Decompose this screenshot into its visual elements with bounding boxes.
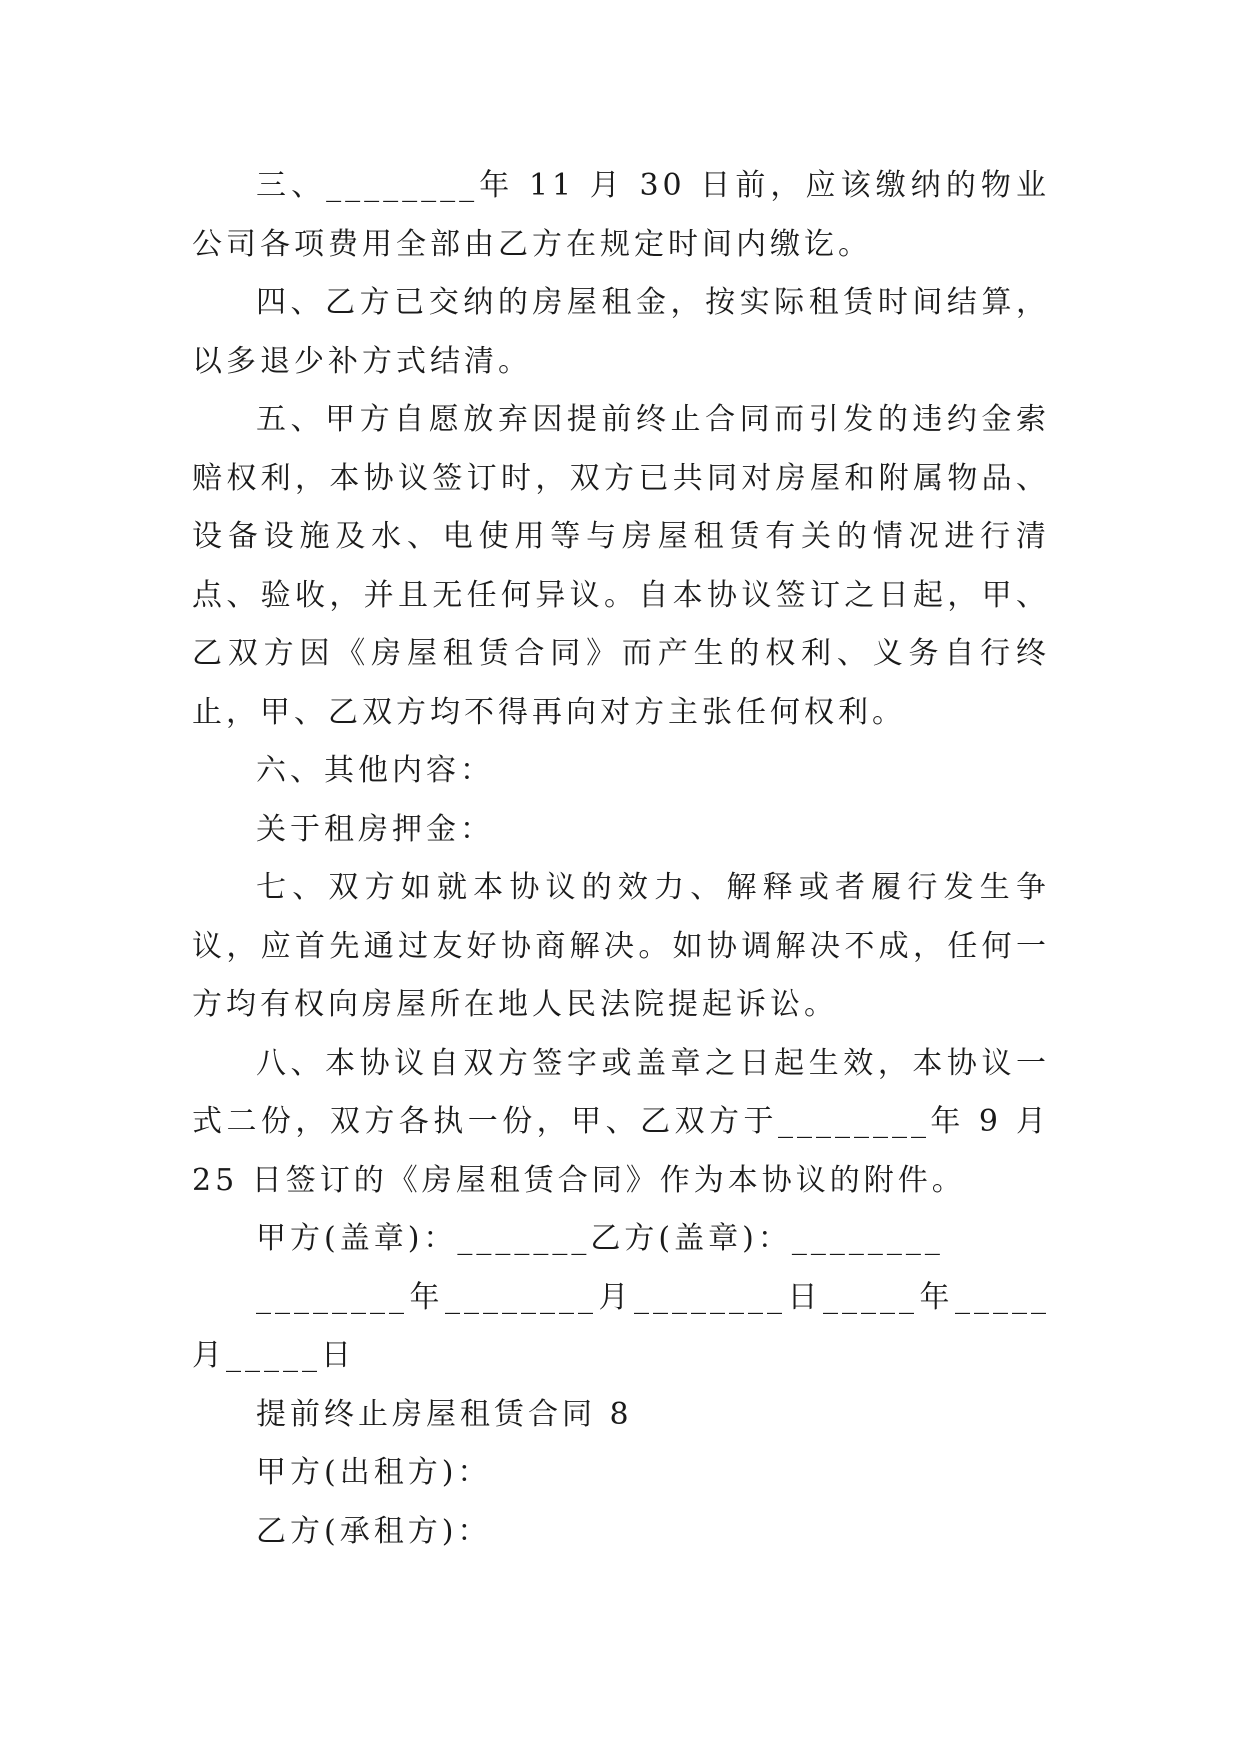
clause-5: 五、甲方自愿放弃因提前终止合同而引发的违约金索赔权利，本协议签订时，双方已共同对房屋和附属物品、设备设施及水、电使用等与房屋租赁有关的情况进行清点、验收，并且无任何异议。自本协议签订之日起，甲、乙双方因《房屋租赁合同》而产生的权利、义务自行终止，甲、乙双方均不得再向对方主张任何权利。 (192, 402, 1050, 730)
party-b-line: 乙方(承租方)： (256, 1513, 492, 1549)
clause-7: 七、双方如就本协议的效力、解释或者履行发生争议，应首先通过友好协商解决。如协调解决不成，任何一方均有权向房屋所在地人民法院提起诉讼。 (192, 870, 1050, 1022)
clause-4: 四、乙方已交纳的房屋租金，按实际租赁时间结算，以多退少补方式结清。 (192, 285, 1050, 379)
clause-6: 六、其他内容： (256, 753, 494, 788)
party-a-line: 甲方(出租方)： (256, 1455, 492, 1490)
clause-3: 三、________年 11 月 30 日前，应该缴纳的物业公司各项费用全部由乙方在规定时间内缴讫。 (192, 168, 1050, 262)
document-body (192, 157, 1050, 1561)
clause-6-deposit: 关于租房押金： (256, 811, 494, 847)
contract-8-title: 提前终止房屋租赁合同 8 (256, 1396, 633, 1432)
clause-8: 八、本协议自双方签字或盖章之日起生效，本协议一式二份，双方各执一份，甲、乙双方于________年 9 月 25 日签订的《房屋租赁合同》作为本协议的附件。 (192, 1045, 1050, 1198)
signature-line: 甲方(盖章)：_______乙方(盖章)：________ (256, 1221, 944, 1256)
date-line: ________年________月________日_____年_____月_____日 (192, 1279, 1050, 1373)
